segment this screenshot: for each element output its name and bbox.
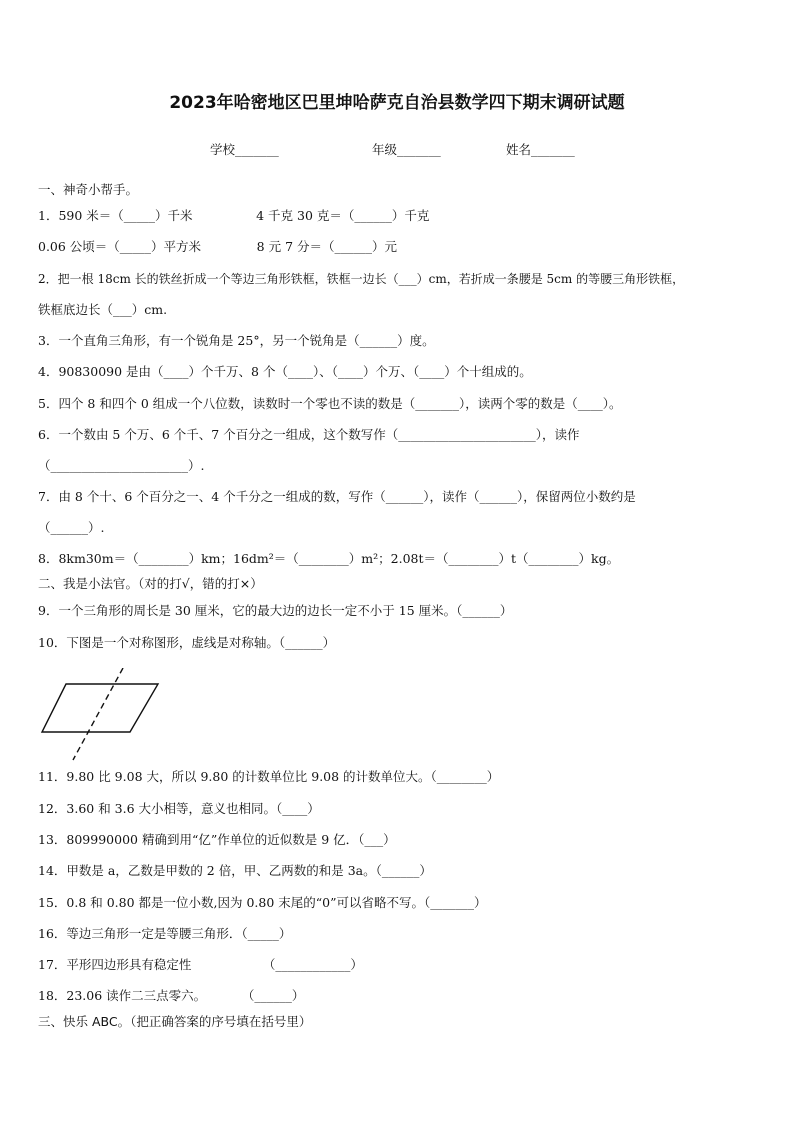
section-3-heading: 三、快乐 ABC。（把正确答案的序号填在括号里） [38, 1014, 312, 1029]
question-9: 9．一个三角形的周长是 30 厘米，它的最大边的边长一定不小于 15 厘米。（______） [38, 603, 513, 618]
question-6-line-2: （______________________）. [38, 458, 205, 473]
question-15: 15．0.8 和 0.80 都是一位小数,因为 0.80 末尾的“0”可以省略不写。（_______） [38, 895, 487, 910]
section-1-heading: 一、神奇小帮手。 [38, 182, 139, 197]
symmetry-axis-dashed [73, 668, 123, 760]
parallelogram-figure [38, 668, 178, 768]
question-16: 16．等边三角形一定是等腰三角形．（_____） [38, 926, 292, 941]
question-7-line-2: （______）. [38, 520, 105, 535]
grade-field: 年级_______ [372, 142, 441, 157]
question-7-line-1: 7．由 8 个十、6 个百分之一、4 个千分之一组成的数，写作（______），读作（______），保留两位小数约是 [38, 489, 636, 504]
question-4: 4．90830090 是由（____）个千万、8 个（____）、（____）个万、（____）个十组成的。 [38, 364, 532, 379]
parallelogram-shape [42, 684, 158, 732]
question-13: 13．809990000 精确到用“亿”作单位的近似数是 9 亿．（___） [38, 832, 396, 847]
question-14: 14．甲数是 a，乙数是甲数的 2 倍，甲、乙两数的和是 3a。（______） [38, 863, 432, 878]
question-2-line-1: 2．把一根 18cm 长的铁丝折成一个等边三角形铁框，铁框一边长（___）cm，若折成一条腰是 5cm 的等腰三角形铁框， [38, 272, 685, 286]
question-1-line-1: 1．590 米＝（_____）千米 4 千克 30 克＝（______）千克 [38, 208, 430, 223]
question-11: 11．9.80 比 9.08 大，所以 9.80 的计数单位比 9.08 的计数单位大。（________） [38, 769, 500, 784]
page-title: 2023年哈密地区巴里坤哈萨克自治县数学四下期末调研试题 [169, 93, 625, 113]
question-1-line-2: 0.06 公顷＝（_____）平方米 8 元 7 分＝（______）元 [38, 239, 398, 254]
question-12: 12．3.60 和 3.6 大小相等，意义也相同。（____） [38, 801, 320, 816]
question-6-line-1: 6．一个数由 5 个万、6 个千、7 个百分之一组成，这个数写作（______________________），读作 [38, 427, 580, 442]
question-3: 3．一个直角三角形，有一个锐角是 25°，另一个锐角是（______）度。 [38, 333, 435, 348]
question-17: 17．平形四边形具有稳定性 （____________） [38, 957, 363, 972]
question-8: 8．8km30m＝（________）km；16dm²＝（________）m²；2.08t＝（________）t（________）kg。 [38, 551, 620, 566]
question-18: 18．23.06 读作二三点零六。 （______） [38, 988, 305, 1003]
name-field: 姓名_______ [506, 142, 575, 157]
question-10: 10．下图是一个对称图形，虚线是对称轴。（______） [38, 635, 336, 650]
question-2-line-2: 铁框底边长（___）cm. [38, 302, 168, 317]
question-5: 5．四个 8 和四个 0 组成一个八位数，读数时一个零也不读的数是（_______），读两个零的数是（____）。 [38, 396, 622, 411]
school-field: 学校_______ [210, 142, 279, 157]
section-2-heading: 二、我是小法官。（对的打√，错的打×） [38, 576, 263, 591]
